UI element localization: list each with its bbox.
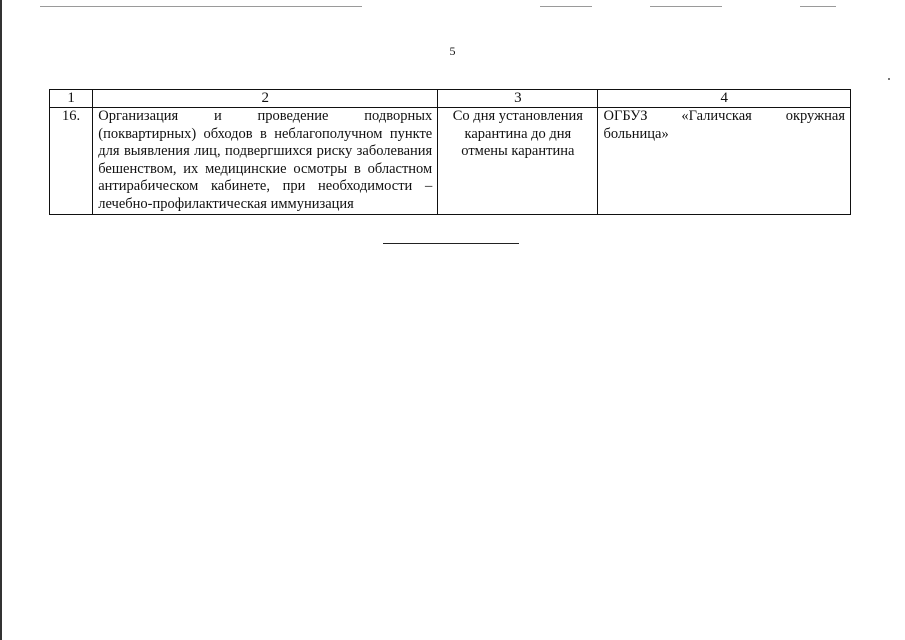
header-cell-4: 4 <box>598 90 851 108</box>
action-cell <box>93 108 438 215</box>
header-cell-1: 1 <box>50 90 93 108</box>
header-cell-3: 3 <box>438 90 598 108</box>
page-number: 5 <box>449 44 456 58</box>
action-line: лечебно-профилактическая иммунизация <box>98 195 354 212</box>
measures-table <box>49 89 851 215</box>
responsible-cell <box>598 108 851 215</box>
action-line: для выявления лиц, подвергшихся риску заболевания <box>98 143 433 160</box>
scan-mark <box>650 6 722 7</box>
scan-mark <box>800 6 836 7</box>
scan-dot <box>888 78 890 80</box>
deadline-cell <box>438 108 598 215</box>
scan-mark <box>540 6 592 7</box>
header-cell-2: 2 <box>93 90 438 108</box>
responsible-line: ОГБУЗ «Галичская окружная <box>603 108 845 124</box>
table-header-row <box>50 90 851 108</box>
row-number: 16. <box>50 108 93 215</box>
action-line: (поквартирных) обходов в неблагополучном пункте <box>98 125 433 142</box>
deadline-line: карантина до дня <box>464 125 572 142</box>
responsible-line: больница» <box>603 125 669 142</box>
action-line: антирабическом кабинете, при необходимости – <box>98 178 433 195</box>
action-line: бешенством, их медицинские осмотры в областном <box>98 160 433 177</box>
table-row <box>50 108 851 215</box>
scan-edge <box>0 0 2 640</box>
scan-mark <box>40 6 362 7</box>
end-rule <box>383 243 519 244</box>
action-line: Организация и проведение подворных <box>98 108 433 124</box>
deadline-line: отмены карантина <box>461 143 575 160</box>
deadline-line: Со дня установления <box>452 108 583 124</box>
